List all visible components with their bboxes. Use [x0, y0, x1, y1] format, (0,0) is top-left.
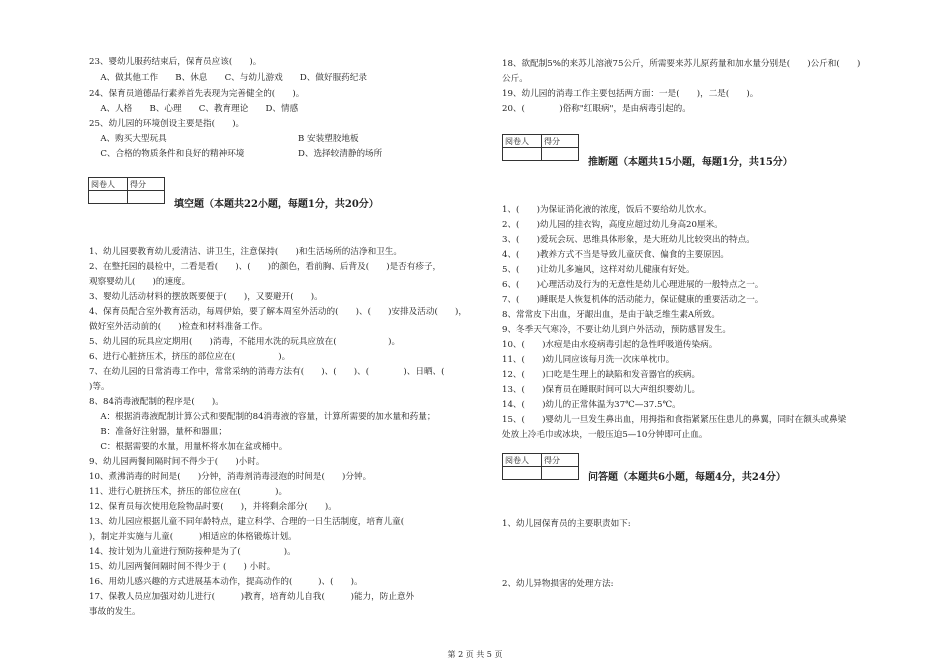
fill-line: 4、保育员配合室外教育活动，每周伊始，要了解本周室外活动的( )、( )安排及活动( )， — [89, 307, 467, 317]
judge-line: 12、( )口吃是生理上的缺陷和发音器官的疾病。 — [502, 370, 701, 380]
fill-line: )，制定并实施与儿童( )相适应的体格锻炼计划。 — [89, 532, 297, 542]
fill-line: 17、保教人员应加强对幼儿进行( )教育，培育幼儿自我( )能力，防止意外 — [89, 592, 415, 602]
judge-line: 8、常常皮下出血，牙龈出血，是由于缺乏维生素A所致。 — [502, 310, 720, 320]
judge-line: 14、( )幼儿的正常体温为37℃—37.5℃。 — [502, 400, 681, 410]
fill-line: 2、在整托园的晨检中，二看是看( )、( )的颜色，看前胸、后背及( )是否有疹子， — [89, 262, 442, 272]
fill-line: A：根据消毒液配制计算公式和要配制的84消毒液的容量，计算所需要的加水量和药量； — [89, 412, 436, 422]
reviewer-cell — [503, 467, 542, 480]
score-box — [88, 177, 165, 204]
judge-line: 11、( )幼儿同应该每月洗一次床单枕巾。 — [502, 355, 675, 365]
judge-line: 5、( )让幼儿多遍风，这样对幼儿健康有好处。 — [502, 265, 695, 275]
fill-line: 7、在幼儿园的日常消毒工作中，常常采纳的消毒方法有( )、( )、( )、日晒、( — [89, 367, 462, 377]
judge-line: 2、( )幼儿园的挂衣钩，高度应超过幼儿身高20厘米。 — [502, 220, 723, 230]
score-box — [502, 134, 579, 161]
judge-line: 10、( )水痘是由水疫病毒引起的急性呼吸道传染病。 — [502, 340, 718, 350]
mc-line: D、选择较清静的场所 — [298, 149, 383, 159]
fill-line: )等。 — [89, 382, 110, 392]
mc-line: A、做其他工作 B、休息 C、与幼儿游戏 D、做好服药纪录 — [89, 73, 367, 83]
judge-line: 1、( )为保证消化液的浓度，饭后不要给幼儿饮水。 — [502, 205, 712, 215]
score-cell — [542, 467, 579, 480]
fill-line: 16、用幼儿感兴趣的方式进展基本动作，提高动作的( )、( )。 — [89, 577, 363, 587]
mc-line: 23、婴幼儿服药结束后，保育员应该( )。 — [89, 57, 262, 67]
fill-line: 3、婴幼儿活动材料的摆放既要便于( )，又要避开( )。 — [89, 292, 323, 302]
fill-line: 9、幼儿园两餐间隔时间不得少于( )小时。 — [89, 457, 265, 467]
fill-line: 11、进行心脏挤压术，挤压的部位应在( )。 — [89, 487, 288, 497]
fill-line: B：准备好注射器，量杯和器皿； — [89, 427, 227, 437]
qa-line: 1、幼儿园保育员的主要职责如下: — [502, 519, 631, 529]
fill-section-title: 填空题（本题共22小题，每题1分，共20分） — [174, 199, 379, 210]
judge-line: 处放上冷毛巾或冰块，一般压迫5—10分钟即可止血。 — [502, 430, 708, 440]
judge-line: 6、( )心理活动及行为的无意性是幼儿心理进展的一般特点之一。 — [502, 280, 764, 290]
fill-line: 19、幼儿园的消毒工作主要包括两方面：一是( )，二是( )。 — [502, 89, 759, 99]
fill-line: 20、( )俗称"红眼病"，是由病毒引起的。 — [502, 104, 691, 114]
score-cell — [542, 148, 579, 161]
mc-line: 24、保育员道德品行素养首先表现为完善健全的( )。 — [89, 89, 305, 99]
fill-line: C：根据需要的水量，用量杯将水加在盆或桶中。 — [89, 442, 288, 452]
reviewer-cell — [503, 148, 542, 161]
qa-section-title: 问答题（本题共6小题，每题4分，共24分） — [588, 472, 786, 483]
fill-line: 13、幼儿园应根据儿童不同年龄特点，建立科学、合理的一日生活制度，培育儿童( — [89, 517, 439, 527]
judge-line: 9、冬季天气寒冷，不要让幼儿到户外活动，预防感冒发生。 — [502, 325, 731, 335]
score-cell — [128, 191, 165, 204]
fill-line: 6、进行心脏挤压术，挤压的部位应在( )。 — [89, 352, 291, 362]
qa-line: 2、幼儿异物损害的处理方法: — [502, 579, 614, 589]
judge-line: 3、( )爱玩会玩、思维具体形象，是大班幼儿比较突出的特点。 — [502, 235, 755, 245]
fill-line: 15、幼儿园两餐间隔时间不得少于 ( ) 小时。 — [89, 562, 276, 572]
fill-line: 5、幼儿园的玩具应定期用( )消毒，不能用水洗的玩具应放在( )。 — [89, 337, 401, 347]
fill-line: 观察婴幼儿( )的速度。 — [89, 277, 191, 287]
fill-line: 8、84消毒液配制的程序是( )。 — [89, 397, 224, 407]
score-label: 得分 — [542, 454, 579, 467]
judge-section-title: 推断题（本题共15小题，每题1分，共15分） — [588, 157, 793, 168]
judge-line: 4、( )教养方式不当是导致儿童厌食、偏食的主要原因。 — [502, 250, 730, 260]
fill-line: 14、按计划为儿童进行预防接种是为了( )。 — [89, 547, 296, 557]
judge-line: 13、( )保育员在睡眠时间可以大声组织婴幼儿。 — [502, 385, 701, 395]
fill-line: 做好室外活动前的( )检查和材料准备工作。 — [89, 322, 268, 332]
mc-line: A、购买大型玩具 — [89, 134, 167, 144]
page-footer: 第 2 页 共 5 页 — [447, 650, 503, 659]
mc-line: B 安装塑胶地板 — [298, 134, 359, 144]
score-box — [502, 453, 579, 480]
fill-line: 12、保育员每次使用危险物品时要( )，并将剩余部分( )。 — [89, 502, 337, 512]
right-column — [475, 0, 950, 671]
reviewer-label: 阅卷人 — [503, 454, 542, 467]
fill-line: 事故的发生。 — [89, 607, 141, 617]
reviewer-cell — [89, 191, 128, 204]
fill-line: 10、煮沸消毒的时间是( )分钟，消毒剂消毒浸泡的时间是( )分钟。 — [89, 472, 372, 482]
fill-line: 18、欲配制5%的来苏儿溶液75公斤，所需要来苏儿原药量和加水量分别是( )公斤和( ) — [502, 59, 861, 69]
score-label: 得分 — [128, 178, 165, 191]
mc-line: A、人格 B、心理 C、教育理论 D、情感 — [89, 104, 299, 114]
judge-line: 7、( )睡眠是人恢复机体的活动能力，保证健康的重要活动之一。 — [502, 295, 764, 305]
mc-line: 25、幼儿园的环境创设主要是指( )。 — [89, 119, 245, 129]
fill-line: 1、幼儿园要教育幼儿爱清洁、讲卫生，注意保持( )和生活场所的洁净和卫生。 — [89, 247, 402, 257]
reviewer-label: 阅卷人 — [503, 135, 542, 148]
fill-line: 公斤。 — [502, 74, 528, 84]
judge-line: 15、( )婴幼儿一旦发生鼻出血，用拇指和食指紧紧压住患儿的鼻翼，同时在额头或鼻梁 — [502, 415, 847, 425]
mc-line: C、合格的物质条件和良好的精神环境 — [89, 149, 245, 159]
score-label: 得分 — [542, 135, 579, 148]
reviewer-label: 阅卷人 — [89, 178, 128, 191]
